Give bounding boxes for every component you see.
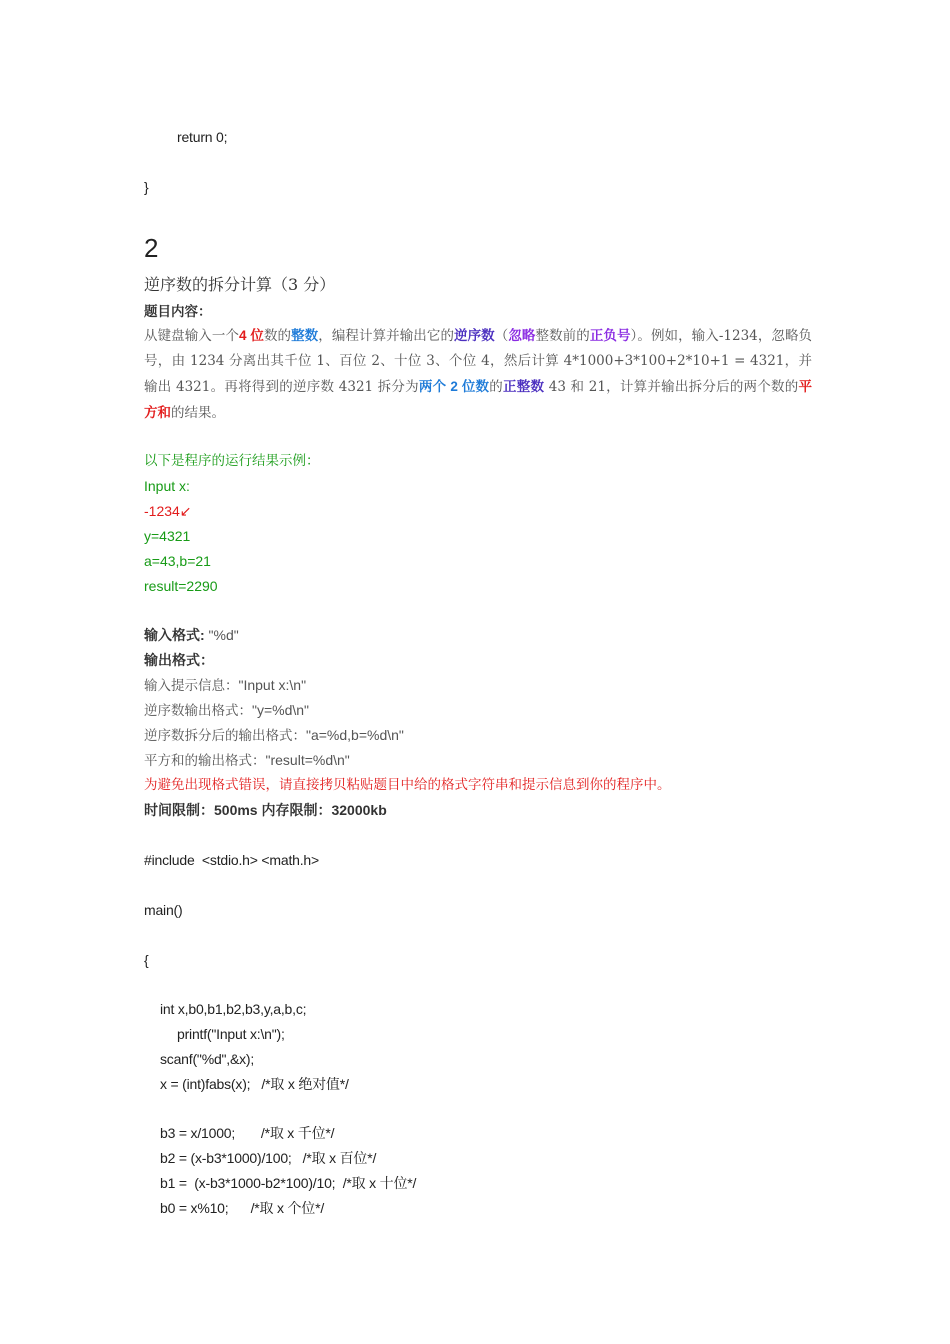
code-main: main() [144,902,183,918]
output-format-3 [144,726,404,745]
example-line-2: -1234↙ [144,503,192,519]
problem-title: 逆序数的拆分计算（3 分） [144,275,336,294]
output-format-4 [144,751,350,770]
example-heading: 以下是程序的运行结果示例： [144,453,320,469]
desc-highlight-square-sum: 平方和 [144,379,813,420]
desc-text: ）。例如，输入-1234，忽略负号，由 1234 分离出其千位 1、百位 2、十位 3、个位 4，然后计算 4*1000+3*100+2*10+1 = 4321，并输出 4321。再将得到的逆序数 4321 拆分为 [144,328,813,395]
limits: 时间限制：500ms 内存限制：32000kb [144,802,387,818]
problem-description [144,323,812,426]
code-include: #include <stdio.h> <math.h> [144,852,319,868]
output-format-4-label: 平方和的输出格式： [144,753,266,769]
code-b1: b1 = (x-b3*1000-b2*100)/10; /*取 x 十位*/ [160,1175,417,1191]
section-number: 2 [144,233,159,263]
output-format-label: 输出格式： [144,652,214,668]
input-format [144,626,239,644]
input-format-label: 输入格式: [144,627,205,643]
output-format-1-value: "Input x:\n" [238,677,307,693]
code-close-brace: } [144,179,149,195]
format-warning: 为避免出现格式错误，请直接拷贝粘贴题目中给的格式字符串和提示信息到你的程序中。 [144,777,671,793]
code-declaration: int x,b0,b1,b2,b3,y,a,b,c; [160,1001,307,1017]
desc-text: 的结果。 [171,405,225,421]
desc-highlight-integer: 整数 [291,328,319,343]
desc-highlight-4digit: 4 位 [239,328,264,343]
desc-highlight-sign: 正负号 [589,328,631,343]
code-b2: b2 = (x-b3*1000)/100; /*取 x 百位*/ [160,1150,377,1166]
output-format-2-label: 逆序数输出格式： [144,703,252,719]
desc-text: 43 和 21，计算并输出拆分后的两个数的 [544,379,799,395]
code-b3: b3 = x/1000; /*取 x 千位*/ [160,1125,335,1141]
output-format-4-value: "result=%d\n" [265,752,350,768]
input-format-value: "%d" [204,627,239,643]
desc-text: 整数前的 [535,328,590,344]
example-line-4: a=43,b=21 [144,553,211,569]
code-scanf: scanf("%d",&x); [160,1051,255,1067]
output-format-3-label: 逆序数拆分后的输出格式： [144,728,306,744]
output-format-1-label: 输入提示信息： [144,678,239,694]
example-line-5: result=2290 [144,578,218,594]
desc-text: 的 [489,379,504,395]
output-format-1 [144,676,306,695]
output-format-2 [144,701,309,720]
output-format-2-value: "y=%d\n" [252,702,310,718]
desc-text: 数的 [263,328,292,344]
code-return-line: return 0; [177,129,228,145]
code-abs: x = (int)fabs(x); /*取 x 绝对值*/ [160,1076,349,1092]
example-line-1: Input x: [144,478,190,494]
desc-highlight-reverse: 逆序数 [454,328,495,343]
desc-text: 从键盘输入一个 [144,328,240,344]
code-open-brace: { [144,952,149,968]
desc-highlight-positive: 正整数 [503,379,545,394]
desc-highlight-two-digit: 两个 2 位数 [418,379,490,394]
desc-text: ，编程计算并输出它的 [318,328,455,344]
desc-text: （ [494,328,509,344]
code-b0: b0 = x%10; /*取 x 个位*/ [160,1200,325,1216]
content-label: 题目内容： [144,304,212,320]
desc-highlight-ignore: 忽略 [508,328,536,343]
output-format-3-value: "a=%d,b=%d\n" [306,727,404,743]
code-printf: printf("Input x:\n"); [177,1026,285,1042]
example-line-3: y=4321 [144,528,191,544]
